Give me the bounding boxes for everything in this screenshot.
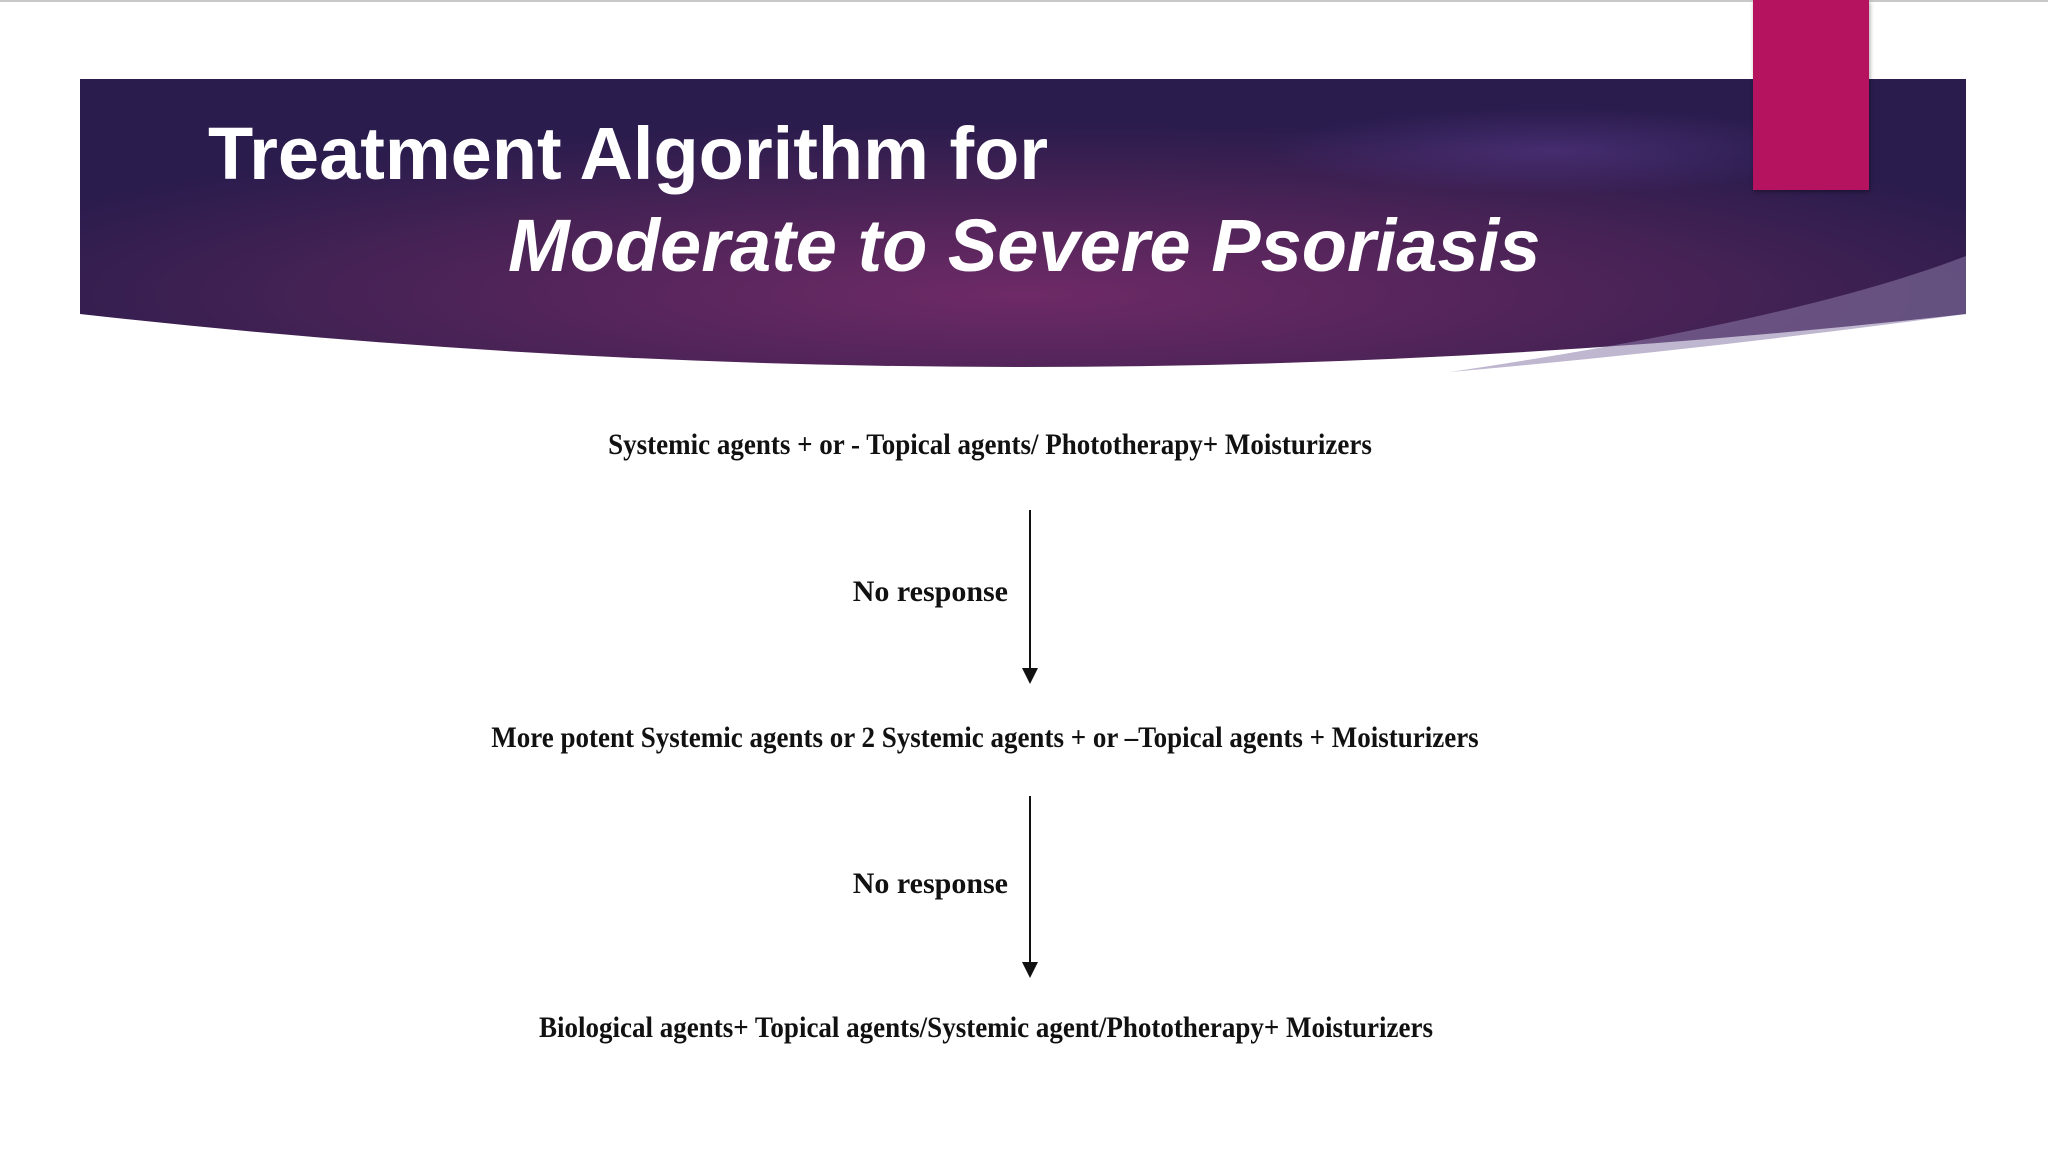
flow-condition-1: No response bbox=[852, 575, 1008, 608]
flow-arrow-1 bbox=[1022, 510, 1038, 684]
arrow-shaft bbox=[1029, 796, 1031, 964]
arrow-down-icon bbox=[1022, 962, 1038, 978]
flow-step-1: Systemic agents + or - Topical agents/ Phototherapy+ Moisturizers bbox=[608, 428, 1372, 461]
accent-tab bbox=[1753, 0, 1869, 190]
flow-arrow-2 bbox=[1022, 796, 1038, 978]
flow-step-3: Biological agents+ Topical agents/Systemic agent/Phototherapy+ Moisturizers bbox=[539, 1011, 1433, 1044]
flow-step-2: More potent Systemic agents or 2 Systemic agents + or –Topical agents + Moisturizers bbox=[491, 721, 1479, 754]
arrow-shaft bbox=[1029, 510, 1031, 670]
flow-condition-2: No response bbox=[852, 867, 1008, 900]
slide-title-line2: Moderate to Severe Psoriasis bbox=[508, 204, 1541, 287]
title-banner bbox=[0, 0, 2048, 400]
arrow-down-icon bbox=[1022, 668, 1038, 684]
slide-title-line1: Treatment Algorithm for bbox=[208, 112, 1049, 195]
